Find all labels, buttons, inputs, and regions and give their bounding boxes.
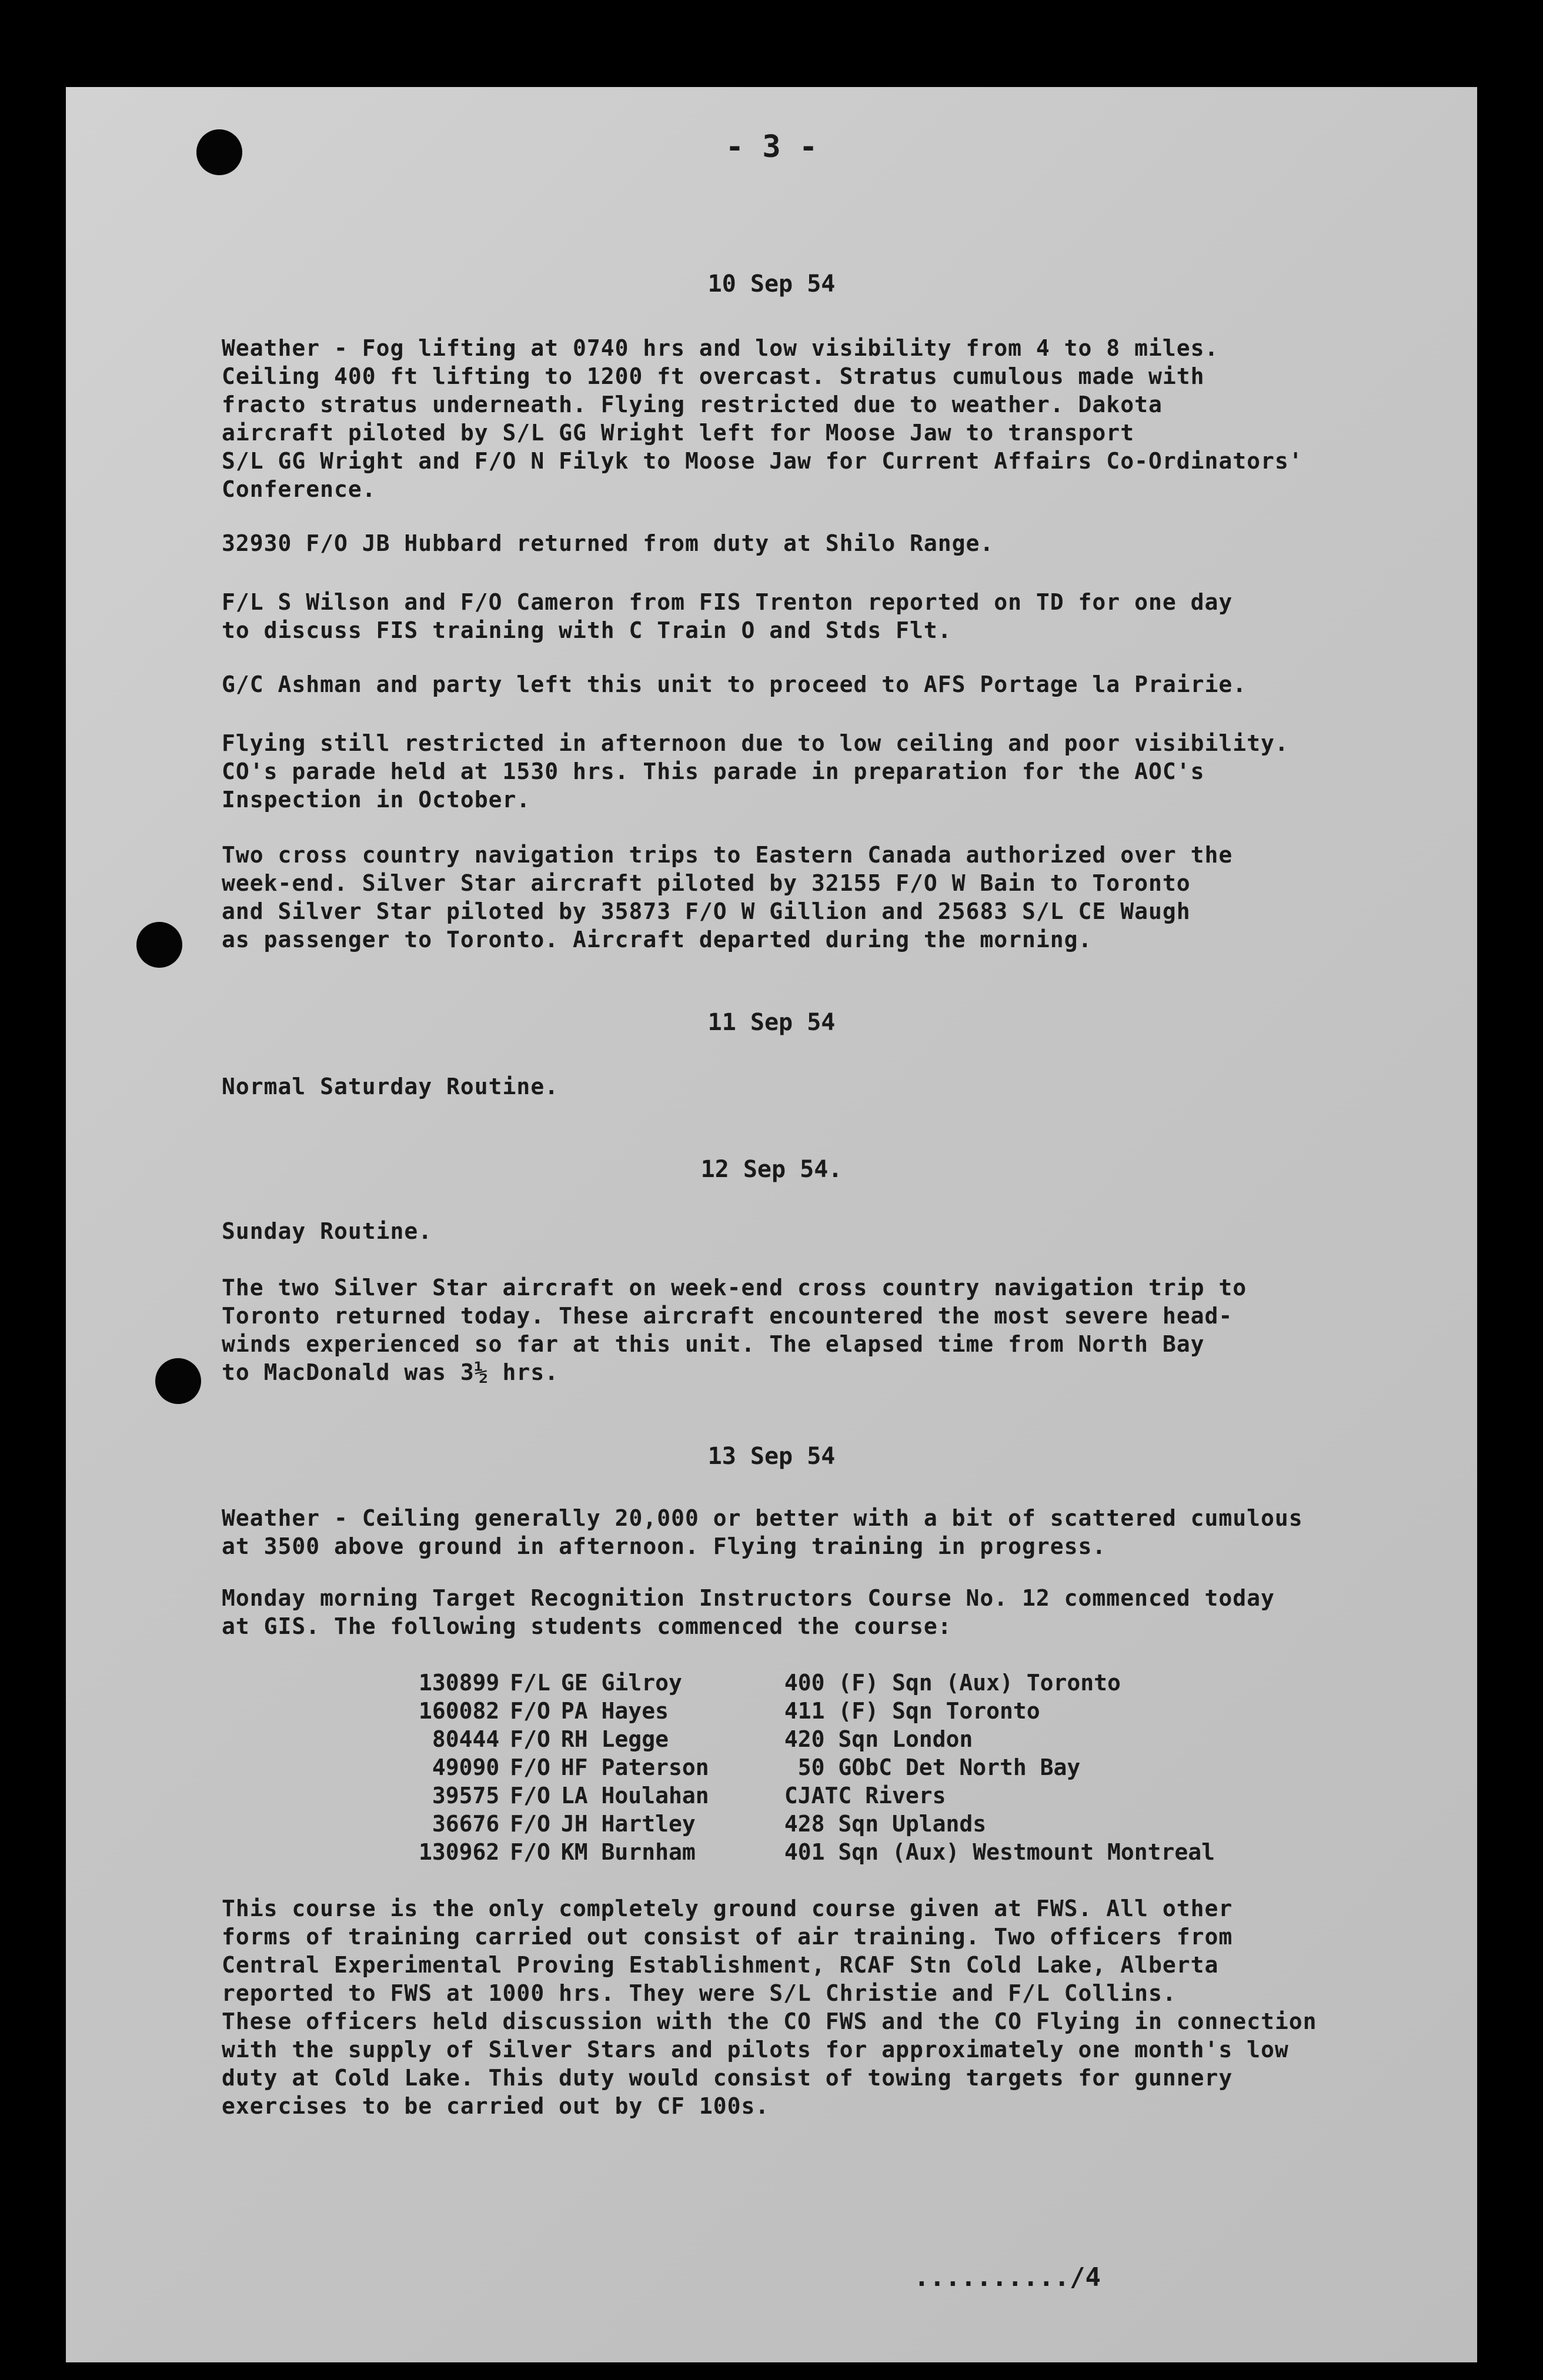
student-name: RH Legge [560, 1726, 669, 1752]
continuation-marker: ........../4 [914, 2262, 1101, 2292]
service-number: 80444 [432, 1726, 500, 1752]
student-name: GE Gilroy [560, 1670, 682, 1696]
table-row [419, 1810, 1215, 1838]
unit: CJATC Rivers [784, 1783, 946, 1809]
paragraph: Two cross country navigation trips to Eastern Canada authorized over the week-end. Silver Star aircraft piloted by 32155 F/O W Bain to Toronto and Silver Star piloted by 35873 F/O W Gillion and 25683 S/L CE Waugh as passenger to Toronto. Aircraft departed during the morning. [222, 842, 1233, 952]
entry-date: 10 Sep 54 [707, 270, 836, 298]
paragraph: F/L S Wilson and F/O Cameron from FIS Trenton reported on TD for one day to discuss FIS training with C Train O and Stds Flt. [222, 589, 1233, 643]
service-number: 49090 [432, 1754, 500, 1780]
document-page [66, 87, 1477, 2362]
entry-date: 12 Sep 54. [700, 1156, 843, 1183]
paragraph: G/C Ashman and party left this unit to proceed to AFS Portage la Prairie. [222, 671, 1247, 697]
student-name: KM Burnham [560, 1839, 696, 1865]
punch-hole [155, 1358, 201, 1404]
student-name: JH Hartley [560, 1811, 696, 1837]
paragraph: This course is the only completely ground course given at FWS. All other forms of training carried out consist of air training. Two officers from Central Experimental Proving Establishment, RCAF Stn Cold Lake, Alberta reported to FWS at 1000 hrs. They were S/L Christie and F/L Collins. These officers held discussion with the CO FWS and the CO Flying in connection with the supply of Silver Stars and pilots for approximately one month's low duty at Cold Lake. This duty would consist of towing targets for gunnery exercises to be carried out by CF 100s. [222, 1896, 1317, 2119]
paragraph: The two Silver Star aircraft on week-end cross country navigation trip to Toronto returned today. These aircraft encountered the most severe head- winds experienced so far at this unit. The elapsed time from North Bay to MacDonald was 3½ hrs. [222, 1275, 1247, 1385]
paragraph: Monday morning Target Recognition Instructors Course No. 12 commenced today at GIS. The following students commenced the course: [222, 1585, 1275, 1639]
service-number: 130899 [419, 1670, 500, 1696]
students-table [419, 1669, 1215, 1866]
table-row [419, 1725, 1215, 1753]
paragraph: Normal Saturday Routine. [222, 1074, 559, 1099]
rank: F/O [510, 1839, 550, 1865]
rank: F/O [510, 1811, 550, 1837]
rank: F/O [510, 1754, 550, 1780]
unit: 50 GObC Det North Bay [784, 1754, 1081, 1780]
service-number: 130962 [419, 1839, 500, 1865]
table-row [419, 1753, 1215, 1781]
service-number: 39575 [432, 1783, 500, 1809]
paragraph: Weather - Ceiling generally 20,000 or better with a bit of scattered cumulous at 3500 above ground in afternoon. Flying training in progress. [222, 1505, 1303, 1559]
student-name: HF Paterson [560, 1754, 709, 1780]
paragraph: Weather - Fog lifting at 0740 hrs and low visibility from 4 to 8 miles. Ceiling 400 ft lifting to 1200 ft overcast. Stratus cumulous made with fracto stratus underneath. Flying restricted due to weather. Dakota aircraft piloted by S/L GG Wright left for Moose Jaw to transport S/L GG Wright and F/O N Filyk to Moose Jaw for Current Affairs Co-Ordinators' Conference. [222, 335, 1303, 502]
paragraph: Sunday Routine. [222, 1218, 433, 1244]
table-row [419, 1697, 1215, 1725]
unit: 428 Sqn Uplands [784, 1811, 987, 1837]
unit: 420 Sqn London [784, 1726, 973, 1752]
student-name: PA Hayes [560, 1698, 669, 1724]
service-number: 160082 [419, 1698, 500, 1724]
unit: 400 (F) Sqn (Aux) Toronto [784, 1670, 1121, 1696]
rank: F/O [510, 1726, 550, 1752]
table-row [419, 1838, 1215, 1866]
rank: F/L [510, 1670, 550, 1696]
unit: 411 (F) Sqn Toronto [784, 1698, 1040, 1724]
entry-date: 11 Sep 54 [707, 1009, 836, 1036]
table-row [419, 1781, 1215, 1810]
service-number: 36676 [432, 1811, 500, 1837]
rank: F/O [510, 1698, 550, 1724]
paragraph: 32930 F/O JB Hubbard returned from duty at Shilo Range. [222, 530, 994, 556]
student-name: LA Houlahan [560, 1783, 709, 1809]
unit: 401 Sqn (Aux) Westmount Montreal [784, 1839, 1215, 1865]
punch-hole [136, 922, 182, 968]
page-number: - 3 - [725, 129, 818, 165]
rank: F/O [510, 1783, 550, 1809]
table-row [419, 1669, 1215, 1697]
entry-date: 13 Sep 54 [707, 1443, 836, 1470]
paragraph: Flying still restricted in afternoon due to low ceiling and poor visibility. CO's parade held at 1530 hrs. This parade in preparation for the AOC's Inspection in October. [222, 730, 1289, 813]
